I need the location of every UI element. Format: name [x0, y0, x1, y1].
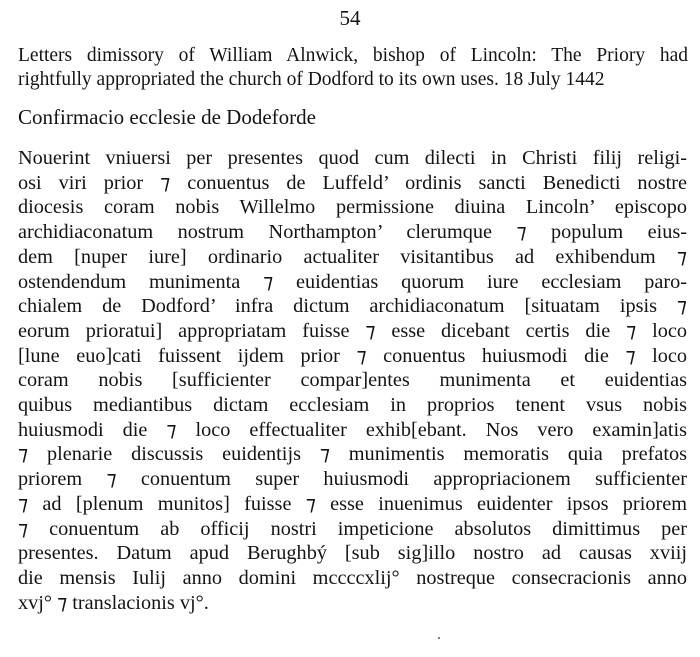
body-line: presentes. Datum apud Berughbý [sub sig]illo nostro ad causas xviij	[18, 542, 687, 565]
body-line: ⁊ plenarie discussis euidentijs ⁊ munimentis memoratis quia prefatos	[18, 443, 687, 466]
body-line: osi viri prior ⁊ conuentus de Luffeld’ ordinis sancti Benedicti nostre	[18, 171, 687, 194]
body-line: archidiaconatum nostrum Northampton’ clerumque ⁊ populum eius-	[18, 221, 687, 244]
body-line: diocesis coram nobis Willelmo permissione diuina Lincoln’ episcopo	[18, 196, 687, 219]
body-line: dem [nuper iure] ordinario actualiter visitantibus ad exhibendum ⁊	[18, 245, 687, 268]
document-subtitle: Confirmacio ecclesie de Dodeforde	[18, 105, 316, 129]
body-text	[18, 146, 687, 615]
ink-speck	[438, 637, 440, 639]
body-line: [lune euo]cati fuissent ijdem prior ⁊ conuentus huiusmodi die ⁊ loco	[18, 344, 687, 367]
body-line: ⁊ conuentum ab officij nostri impeticione absolutos dimittimus per	[18, 517, 687, 540]
page-number: 54	[339, 6, 361, 30]
body-line: chialem de Dodford’ infra dictum archidiaconatum [situatam ipsis ⁊	[18, 295, 687, 318]
body-line: die mensis Iulij anno domini mccccxlij° nostreque consecracionis anno	[18, 566, 687, 589]
body-line: quibus mediantibus dictam ecclesiam in proprios tenent vsus nobis	[18, 394, 687, 417]
body-line: priorem ⁊ conuentum super huiusmodi appropriacionem sufficienter	[18, 468, 687, 491]
body-line: Nouerint vniuersi per presentes quod cum dilecti in Christi filij religi-	[18, 147, 687, 169]
document-heading	[18, 44, 688, 91]
body-line: ⁊ ad [plenum munitos] fuisse ⁊ esse inuenimus euidenter ipsos priorem	[18, 492, 687, 515]
body-line: coram nobis [sufficienter compar]entes munimenta et euidentias	[18, 369, 687, 392]
body-line: huiusmodi die ⁊ loco effectualiter exhib[ebant. Nos vero examin]atis	[18, 418, 687, 441]
heading-line: rightfully appropriated the church of Dodford to its own uses. 18 July 1442	[18, 68, 605, 90]
heading-line: Letters dimissory of William Alnwick, bishop of Lincoln: The Priory had	[18, 45, 688, 66]
body-line: eorum prioratui] appropriatam fuisse ⁊ esse dicebant certis die ⁊ loco	[18, 319, 687, 342]
body-line: xvj° ⁊ translacionis vj°.	[18, 591, 209, 614]
body-line: ostendendum munimenta ⁊ euidentias quorum iure ecclesiam paro-	[18, 270, 687, 293]
